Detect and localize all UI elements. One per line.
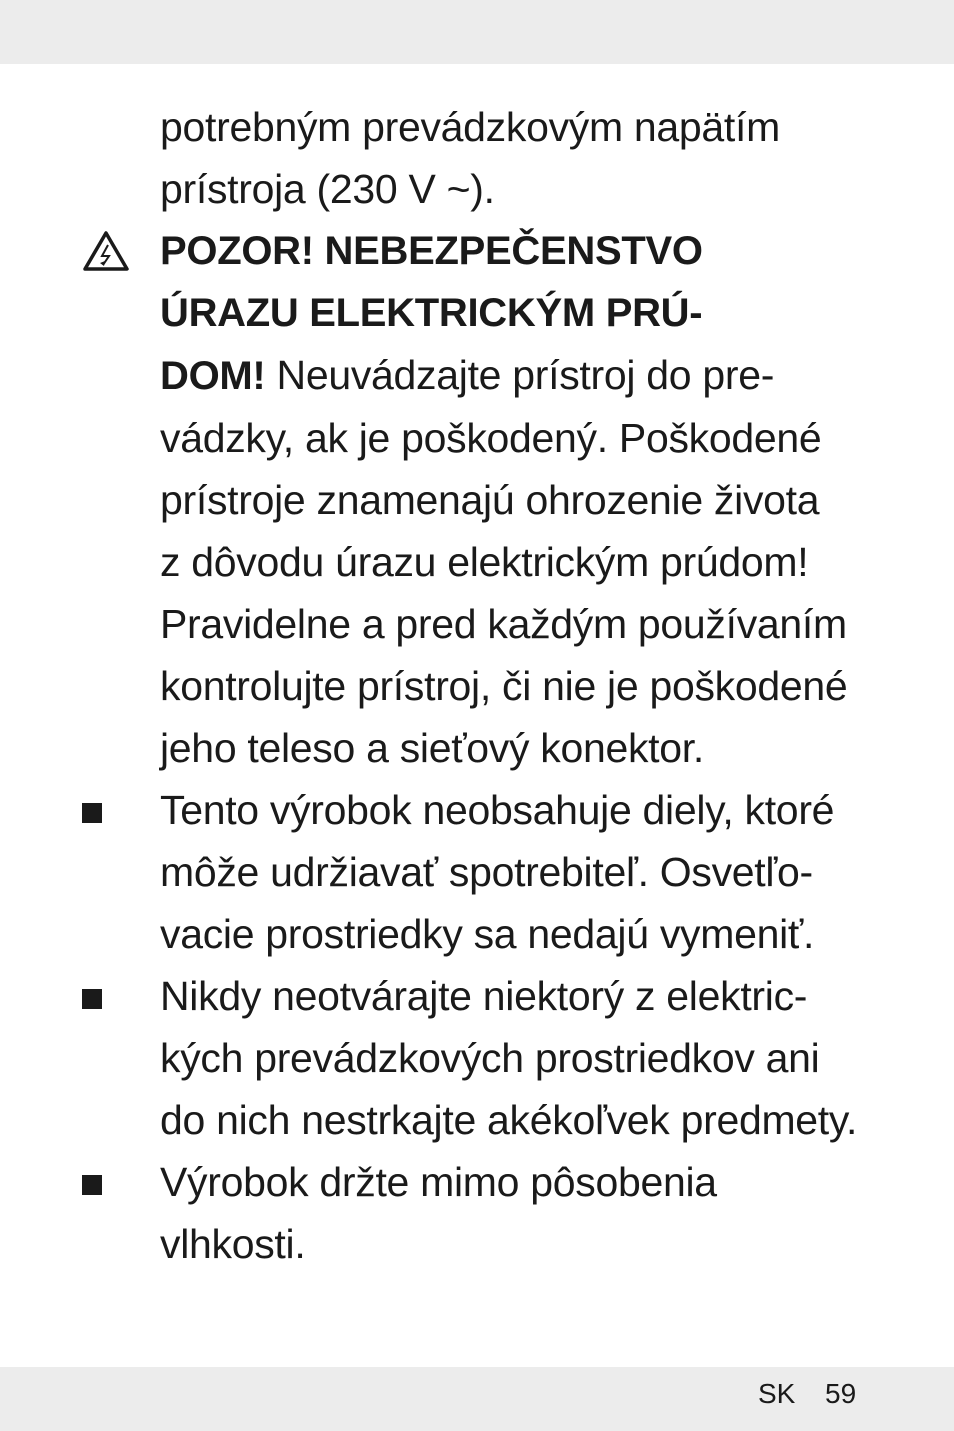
- header-band: [0, 0, 954, 64]
- bullet-item: [160, 965, 880, 1151]
- warning-text-line: jeho teleso a sieťový konektor.: [160, 725, 704, 771]
- intro-line: prístroja (230 V ~).: [160, 166, 495, 212]
- warning-text-start: Neuvádzajte prístroj do pre-: [265, 352, 775, 398]
- electric-hazard-warning-icon: [82, 230, 130, 272]
- intro-line: potrebným prevádzkovým napätím: [160, 104, 780, 150]
- bullet-text-line: Nikdy neotvárajte niektorý z elektric-: [160, 973, 808, 1019]
- warning-text-line: z dôvodu úrazu elektrickým prúdom!: [160, 539, 809, 585]
- warning-mixed-line: [160, 344, 880, 407]
- bullet-text-line: Výrobok držte mimo pôsobenia: [160, 1159, 717, 1205]
- warning-text-line: vádzky, ak je poškodený. Poškodené: [160, 415, 822, 461]
- bullet-text-line: kých prevádzkových prostriedkov ani: [160, 1035, 820, 1081]
- square-bullet-icon: [82, 989, 102, 1009]
- square-bullet-icon: [82, 803, 102, 823]
- square-bullet-icon: [82, 1175, 102, 1195]
- warning-heading-tail: DOM!: [160, 354, 266, 398]
- warning-text-line: kontrolujte prístroj, či nie je poškodené: [160, 663, 848, 709]
- footer-band: [0, 1367, 954, 1431]
- warning-text-line: Pravidelne a pred každým používaním: [160, 601, 847, 647]
- warning-text-line: prístroje znamenajú ohrozenie života: [160, 477, 820, 523]
- bullet-text-line: Tento výrobok neobsahuje diely, ktoré: [160, 787, 835, 833]
- warning-paragraph: [160, 220, 880, 779]
- bullet-item: [160, 779, 880, 965]
- warning-heading-line: ÚRAZU ELEKTRICKÝM PRÚ-: [160, 291, 703, 335]
- bullet-item: [160, 1151, 880, 1275]
- bullet-text-line: vlhkosti.: [160, 1221, 306, 1267]
- bullet-text-line: vacie prostriedky sa nedajú vymeniť.: [160, 911, 815, 957]
- warning-heading-line: POZOR! NEBEZPEČENSTVO: [160, 229, 703, 273]
- bullet-text-line: do nich nestrkajte akékoľvek predmety.: [160, 1097, 858, 1143]
- intro-paragraph: [160, 96, 880, 220]
- page-number: 59: [825, 1378, 857, 1409]
- page-content: [0, 96, 954, 1275]
- footer-language: SK: [758, 1378, 796, 1409]
- bullet-text-line: môže udržiavať spotrebiteľ. Osvetľo-: [160, 849, 813, 895]
